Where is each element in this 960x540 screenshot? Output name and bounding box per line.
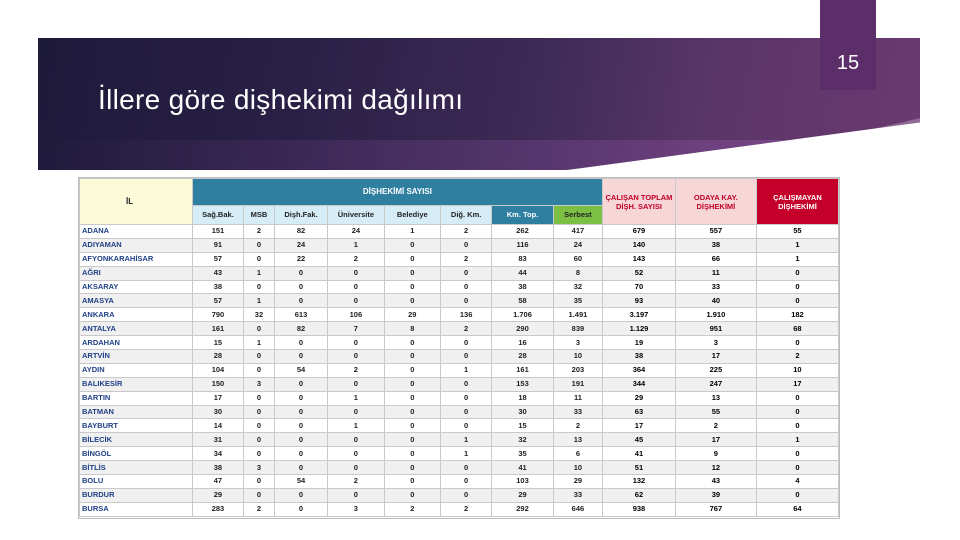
cell-value: 24 [553, 238, 602, 252]
cell-il: BİNGÖL [80, 447, 193, 461]
cell-il: AYDIN [80, 363, 193, 377]
cell-value: 17 [756, 377, 838, 391]
cell-value: 247 [675, 377, 756, 391]
cell-value: 9 [675, 447, 756, 461]
cell-value: 38 [675, 238, 756, 252]
cell-value: 13 [553, 433, 602, 447]
table-row [80, 238, 839, 252]
cell-il: BALIKESİR [80, 377, 193, 391]
table-row [80, 225, 839, 239]
cell-value: 29 [384, 308, 440, 322]
cell-value: 19 [603, 336, 676, 350]
cell-value: 0 [384, 363, 440, 377]
cell-value: 44 [492, 266, 554, 280]
cell-value: 29 [553, 475, 602, 489]
cell-value: 12 [675, 461, 756, 475]
cell-value: 0 [756, 280, 838, 294]
cell-il: BOLU [80, 475, 193, 489]
cell-value: 17 [603, 419, 676, 433]
cell-value: 0 [274, 433, 327, 447]
cell-value: 39 [675, 488, 756, 502]
cell-value: 8 [553, 266, 602, 280]
cell-value: 33 [675, 280, 756, 294]
cell-value: 35 [553, 294, 602, 308]
cell-value: 51 [603, 461, 676, 475]
cell-value: 0 [244, 252, 275, 266]
cell-value: 0 [440, 336, 491, 350]
cell-value: 0 [274, 419, 327, 433]
table-row [80, 322, 839, 336]
cell-value: 151 [192, 225, 243, 239]
cell-value: 1 [440, 447, 491, 461]
cell-il: BURSA [80, 502, 193, 516]
cell-value: 0 [440, 238, 491, 252]
cell-value: 45 [603, 433, 676, 447]
cell-value: 0 [440, 294, 491, 308]
cell-il: ANTALYA [80, 322, 193, 336]
cell-value: 140 [603, 238, 676, 252]
cell-value: 646 [553, 502, 602, 516]
cell-il: BARTIN [80, 391, 193, 405]
cell-value: 150 [192, 377, 243, 391]
cell-value: 225 [675, 363, 756, 377]
cell-value: 82 [274, 322, 327, 336]
cell-value: 0 [328, 280, 384, 294]
cell-il: AMASYA [80, 294, 193, 308]
header-universite: Üniversite [328, 206, 384, 225]
cell-value: 0 [440, 405, 491, 419]
table-row [80, 419, 839, 433]
cell-value: 0 [274, 502, 327, 516]
cell-value: 613 [274, 308, 327, 322]
page-number: 15 [836, 52, 860, 74]
cell-value: 31 [192, 433, 243, 447]
cell-value: 0 [274, 391, 327, 405]
cell-value: 132 [603, 475, 676, 489]
cell-value: 10 [553, 461, 602, 475]
cell-value: 57 [192, 294, 243, 308]
cell-value: 0 [384, 405, 440, 419]
header-group: DİŞHEKİMİ SAYISI [192, 179, 602, 206]
cell-value: 0 [328, 377, 384, 391]
cell-value: 6 [553, 447, 602, 461]
cell-value: 103 [492, 475, 554, 489]
cell-value: 54 [274, 475, 327, 489]
cell-value: 22 [274, 252, 327, 266]
cell-value: 262 [492, 225, 554, 239]
cell-value: 43 [192, 266, 243, 280]
cell-value: 11 [675, 266, 756, 280]
cell-value: 58 [492, 294, 554, 308]
cell-value: 2 [675, 419, 756, 433]
cell-value: 0 [440, 280, 491, 294]
cell-value: 0 [440, 488, 491, 502]
cell-value: 0 [244, 488, 275, 502]
cell-value: 1.129 [603, 322, 676, 336]
cell-value: 47 [192, 475, 243, 489]
cell-value: 0 [244, 391, 275, 405]
cell-value: 34 [192, 447, 243, 461]
cell-value: 0 [274, 405, 327, 419]
cell-value: 0 [328, 405, 384, 419]
cell-value: 143 [603, 252, 676, 266]
cell-value: 2 [244, 502, 275, 516]
cell-value: 43 [675, 475, 756, 489]
cell-value: 0 [328, 433, 384, 447]
cell-value: 62 [603, 488, 676, 502]
cell-value: 0 [328, 336, 384, 350]
cell-value: 0 [440, 377, 491, 391]
cell-value: 417 [553, 225, 602, 239]
cell-value: 0 [274, 336, 327, 350]
page-number-box [820, 0, 876, 90]
cell-value: 1 [244, 266, 275, 280]
cell-value: 2 [440, 225, 491, 239]
cell-value: 0 [274, 294, 327, 308]
cell-value: 1 [328, 419, 384, 433]
cell-value: 29 [603, 391, 676, 405]
cell-value: 839 [553, 322, 602, 336]
cell-value: 0 [384, 475, 440, 489]
cell-value: 38 [492, 280, 554, 294]
cell-il: AFYONKARAHİSAR [80, 252, 193, 266]
cell-value: 0 [274, 488, 327, 502]
cell-value: 2 [756, 350, 838, 364]
cell-value: 0 [384, 433, 440, 447]
cell-value: 3 [328, 502, 384, 516]
cell-value: 64 [756, 502, 838, 516]
header-odaya-kayitli: ODAYA KAY. DİŞHEKİMİ [675, 179, 756, 225]
cell-value: 292 [492, 502, 554, 516]
cell-value: 29 [492, 488, 554, 502]
table-row [80, 350, 839, 364]
cell-value: 0 [440, 391, 491, 405]
cell-value: 2 [553, 419, 602, 433]
table-body [80, 225, 839, 517]
cell-value: 18 [492, 391, 554, 405]
cell-value: 951 [675, 322, 756, 336]
cell-value: 1.491 [553, 308, 602, 322]
cell-value: 106 [328, 308, 384, 322]
cell-value: 3 [244, 377, 275, 391]
cell-value: 15 [492, 419, 554, 433]
cell-value: 0 [440, 266, 491, 280]
cell-value: 0 [328, 488, 384, 502]
cell-value: 0 [384, 419, 440, 433]
cell-value: 52 [603, 266, 676, 280]
cell-value: 0 [440, 461, 491, 475]
cell-value: 364 [603, 363, 676, 377]
cell-value: 283 [192, 502, 243, 516]
table-row [80, 461, 839, 475]
cell-value: 30 [492, 405, 554, 419]
cell-value: 33 [553, 488, 602, 502]
cell-value: 0 [274, 377, 327, 391]
cell-value: 4 [756, 475, 838, 489]
cell-value: 0 [244, 280, 275, 294]
cell-value: 679 [603, 225, 676, 239]
cell-value: 2 [384, 502, 440, 516]
cell-value: 0 [756, 419, 838, 433]
cell-value: 41 [603, 447, 676, 461]
cell-value: 203 [553, 363, 602, 377]
cell-value: 0 [244, 363, 275, 377]
cell-value: 767 [675, 502, 756, 516]
cell-value: 153 [492, 377, 554, 391]
cell-il: BURDUR [80, 488, 193, 502]
table-row [80, 475, 839, 489]
cell-value: 14 [192, 419, 243, 433]
cell-value: 0 [384, 488, 440, 502]
cell-value: 83 [492, 252, 554, 266]
cell-value: 1.706 [492, 308, 554, 322]
dentist-distribution-table [79, 178, 839, 517]
cell-il: BAYBURT [80, 419, 193, 433]
cell-value: 0 [440, 475, 491, 489]
cell-il: BİTLİS [80, 461, 193, 475]
cell-value: 0 [274, 447, 327, 461]
cell-value: 0 [328, 350, 384, 364]
cell-value: 136 [440, 308, 491, 322]
header-calismayan: ÇALIŞMAYAN DİŞHEKİMİ [756, 179, 838, 225]
cell-value: 17 [192, 391, 243, 405]
cell-value: 1 [244, 336, 275, 350]
header-dish-fak: Dişh.Fak. [274, 206, 327, 225]
cell-value: 0 [440, 350, 491, 364]
header-serbest: Serbest [553, 206, 602, 225]
cell-value: 11 [553, 391, 602, 405]
cell-value: 35 [492, 447, 554, 461]
cell-value: 32 [244, 308, 275, 322]
cell-value: 1 [328, 391, 384, 405]
cell-value: 0 [244, 350, 275, 364]
cell-value: 0 [384, 266, 440, 280]
cell-value: 0 [756, 391, 838, 405]
cell-value: 3 [675, 336, 756, 350]
cell-value: 161 [492, 363, 554, 377]
cell-value: 28 [492, 350, 554, 364]
cell-value: 33 [553, 405, 602, 419]
cell-value: 0 [756, 461, 838, 475]
cell-value: 182 [756, 308, 838, 322]
cell-value: 30 [192, 405, 243, 419]
cell-value: 0 [244, 475, 275, 489]
cell-il: ADIYAMAN [80, 238, 193, 252]
cell-value: 0 [274, 266, 327, 280]
cell-value: 0 [384, 336, 440, 350]
cell-value: 557 [675, 225, 756, 239]
cell-value: 0 [384, 238, 440, 252]
cell-value: 40 [675, 294, 756, 308]
cell-il: BİLECİK [80, 433, 193, 447]
cell-value: 0 [328, 294, 384, 308]
cell-value: 8 [384, 322, 440, 336]
cell-value: 0 [244, 322, 275, 336]
cell-value: 66 [675, 252, 756, 266]
cell-value: 32 [492, 433, 554, 447]
cell-value: 57 [192, 252, 243, 266]
cell-il: ANKARA [80, 308, 193, 322]
cell-value: 10 [756, 363, 838, 377]
cell-value: 1 [328, 238, 384, 252]
cell-value: 0 [756, 294, 838, 308]
cell-value: 3 [553, 336, 602, 350]
cell-value: 790 [192, 308, 243, 322]
cell-value: 3.197 [603, 308, 676, 322]
cell-value: 2 [440, 502, 491, 516]
cell-value: 24 [328, 225, 384, 239]
cell-value: 55 [675, 405, 756, 419]
cell-value: 0 [274, 280, 327, 294]
cell-value: 0 [244, 419, 275, 433]
header-msb: MSB [244, 206, 275, 225]
cell-value: 116 [492, 238, 554, 252]
header-calisan-toplam: ÇALIŞAN TOPLAM DİŞH. SAYISI [603, 179, 676, 225]
table-row [80, 336, 839, 350]
table-row [80, 447, 839, 461]
cell-value: 93 [603, 294, 676, 308]
cell-value: 1 [756, 252, 838, 266]
cell-value: 0 [384, 391, 440, 405]
cell-value: 17 [675, 350, 756, 364]
table-row [80, 280, 839, 294]
cell-value: 0 [384, 461, 440, 475]
cell-value: 0 [244, 405, 275, 419]
slide-title: İllere göre dişhekimi dağılımı [98, 84, 464, 115]
cell-value: 191 [553, 377, 602, 391]
table-row [80, 391, 839, 405]
cell-value: 0 [244, 238, 275, 252]
cell-value: 63 [603, 405, 676, 419]
cell-il: ADANA [80, 225, 193, 239]
cell-value: 2 [244, 225, 275, 239]
cell-value: 38 [192, 280, 243, 294]
cell-value: 38 [603, 350, 676, 364]
cell-value: 0 [244, 433, 275, 447]
cell-value: 0 [328, 461, 384, 475]
cell-value: 161 [192, 322, 243, 336]
cell-value: 28 [192, 350, 243, 364]
cell-value: 0 [384, 280, 440, 294]
cell-value: 1 [440, 433, 491, 447]
cell-value: 24 [274, 238, 327, 252]
cell-value: 0 [756, 266, 838, 280]
cell-value: 38 [192, 461, 243, 475]
cell-value: 104 [192, 363, 243, 377]
cell-value: 0 [440, 419, 491, 433]
cell-value: 2 [328, 363, 384, 377]
cell-value: 2 [328, 252, 384, 266]
table-row [80, 363, 839, 377]
cell-value: 13 [675, 391, 756, 405]
cell-value: 3 [244, 461, 275, 475]
cell-value: 2 [440, 252, 491, 266]
cell-value: 0 [756, 405, 838, 419]
cell-value: 0 [384, 377, 440, 391]
cell-value: 16 [492, 336, 554, 350]
cell-value: 7 [328, 322, 384, 336]
table-row [80, 308, 839, 322]
cell-value: 1.910 [675, 308, 756, 322]
cell-value: 0 [274, 461, 327, 475]
header-belediye: Belediye [384, 206, 440, 225]
cell-il: AKSARAY [80, 280, 193, 294]
cell-value: 1 [756, 238, 838, 252]
header-sag-bak: Sağ.Bak. [192, 206, 243, 225]
table-row [80, 377, 839, 391]
table-row [80, 294, 839, 308]
cell-value: 2 [440, 322, 491, 336]
cell-value: 60 [553, 252, 602, 266]
cell-value: 1 [384, 225, 440, 239]
cell-value: 32 [553, 280, 602, 294]
table-row [80, 488, 839, 502]
cell-il: ARDAHAN [80, 336, 193, 350]
cell-value: 0 [384, 447, 440, 461]
cell-value: 15 [192, 336, 243, 350]
cell-value: 1 [244, 294, 275, 308]
cell-value: 938 [603, 502, 676, 516]
cell-value: 0 [756, 447, 838, 461]
table-row [80, 433, 839, 447]
table-row [80, 502, 839, 516]
cell-value: 0 [328, 266, 384, 280]
header-km-top: Km. Top. [492, 206, 554, 225]
cell-value: 55 [756, 225, 838, 239]
table-row [80, 266, 839, 280]
cell-value: 68 [756, 322, 838, 336]
cell-value: 54 [274, 363, 327, 377]
cell-value: 2 [328, 475, 384, 489]
table-row [80, 405, 839, 419]
cell-value: 0 [384, 294, 440, 308]
cell-value: 0 [756, 336, 838, 350]
cell-il: AĞRI [80, 266, 193, 280]
cell-value: 0 [384, 350, 440, 364]
cell-value: 290 [492, 322, 554, 336]
cell-value: 344 [603, 377, 676, 391]
cell-value: 1 [756, 433, 838, 447]
cell-value: 29 [192, 488, 243, 502]
cell-value: 0 [244, 447, 275, 461]
cell-value: 82 [274, 225, 327, 239]
cell-il: ARTVİN [80, 350, 193, 364]
cell-value: 70 [603, 280, 676, 294]
cell-value: 0 [756, 488, 838, 502]
header-dig-km: Diğ. Km. [440, 206, 491, 225]
cell-il: BATMAN [80, 405, 193, 419]
banner-wave-decoration [560, 118, 920, 170]
cell-value: 91 [192, 238, 243, 252]
table-row [80, 252, 839, 266]
cell-value: 10 [553, 350, 602, 364]
cell-value: 0 [384, 252, 440, 266]
cell-value: 1 [440, 363, 491, 377]
cell-value: 41 [492, 461, 554, 475]
cell-value: 0 [274, 350, 327, 364]
cell-value: 0 [328, 447, 384, 461]
header-il: İL [80, 179, 193, 225]
cell-value: 17 [675, 433, 756, 447]
